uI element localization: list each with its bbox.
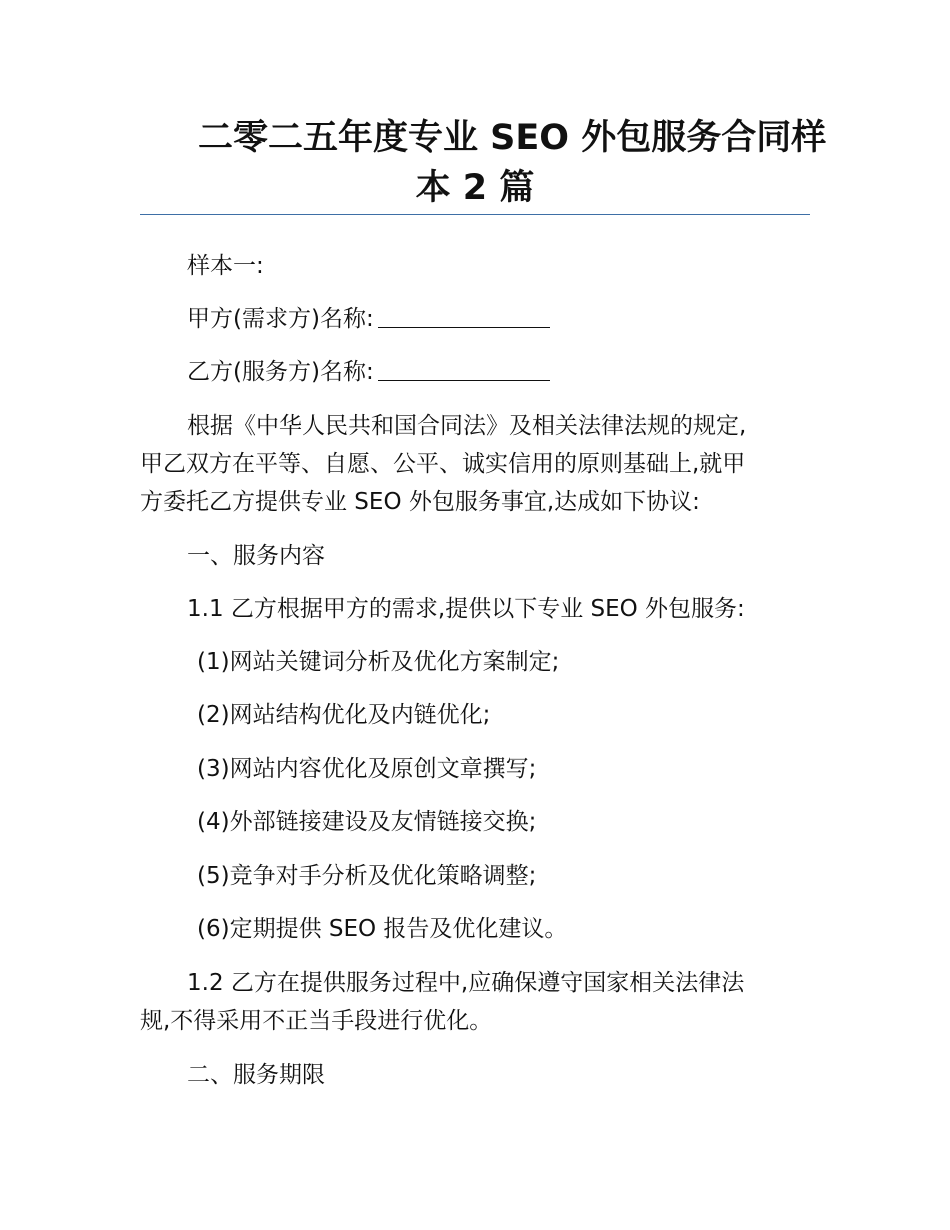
sample-label: 样本一:: [187, 253, 264, 279]
service-item: (4)外部链接建设及友情链接交换;: [197, 809, 537, 835]
party-a-label: 甲方(需求方)名称:: [187, 306, 374, 332]
party-b-name-blank: [378, 356, 550, 381]
intro-line-2: 甲乙双方在平等、自愿、公平、诚实信用的原则基础上,就甲: [140, 451, 746, 477]
service-item: (6)定期提供 SEO 报告及优化建议。: [197, 916, 568, 942]
service-item: (1)网站关键词分析及优化方案制定;: [197, 649, 560, 675]
party-b-label: 乙方(服务方)名称:: [187, 359, 374, 385]
title-line-2: 本 2 篇: [415, 168, 535, 208]
party-b-line: [140, 354, 857, 391]
service-item: (3)网站内容优化及原创文章撰写;: [197, 756, 537, 782]
service-item: (2)网站结构优化及内链优化;: [197, 702, 491, 728]
section-1-heading: 一、服务内容: [187, 543, 325, 569]
service-item: (5)竞争对手分析及优化策略调整;: [197, 863, 537, 889]
intro-line-1: 根据《中华人民共和国合同法》及相关法律法规的规定,: [187, 413, 747, 439]
clause-1-2-line-2: 规,不得采用不正当手段进行优化。: [140, 1008, 493, 1034]
party-a-line: [140, 301, 857, 338]
clause-1-1: 1.1 乙方根据甲方的需求,提供以下专业 SEO 外包服务:: [187, 596, 745, 622]
intro-line-3: 方委托乙方提供专业 SEO 外包服务事宜,达成如下协议:: [140, 489, 700, 515]
clause-1-2-line-1: 1.2 乙方在提供服务过程中,应确保遵守国家相关法律法: [187, 970, 745, 996]
title-divider: [140, 214, 810, 215]
party-a-name-blank: [378, 303, 550, 328]
section-2-heading: 二、服务期限: [187, 1062, 325, 1088]
title-line-1: 二零二五年度专业 SEO 外包服务合同样: [198, 118, 827, 158]
